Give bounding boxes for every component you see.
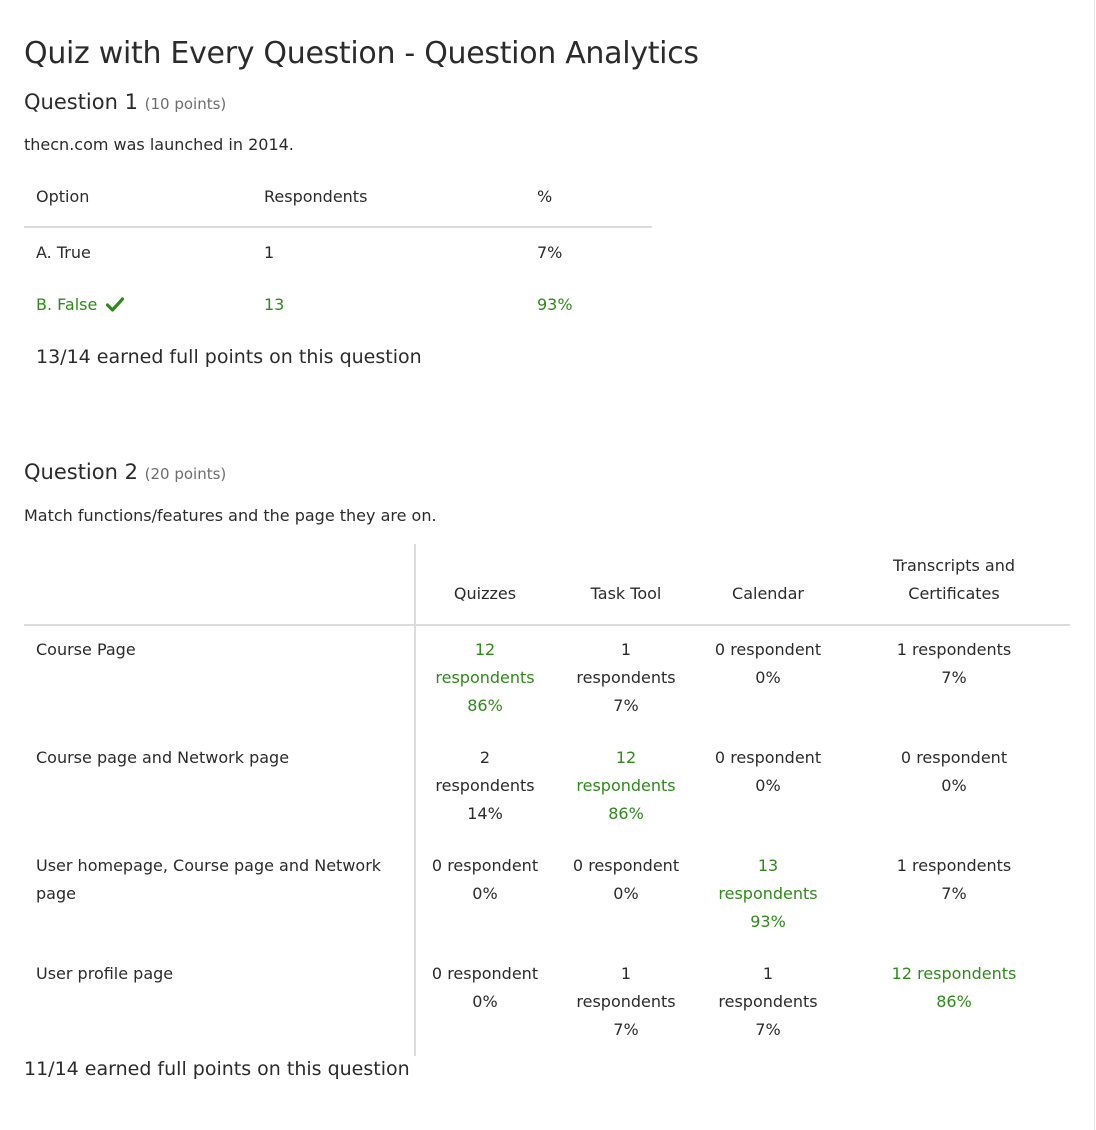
cell-count: 12 (891, 964, 912, 983)
cell-count: 0 (714, 748, 726, 767)
row-label-course-page: Course Page (36, 640, 136, 659)
matrix-cell (420, 744, 550, 828)
cell-unit: respondent (447, 856, 539, 875)
question-1-results-table (24, 172, 652, 332)
cell-unit: respondents (912, 856, 1012, 875)
cell-unit: respondents (917, 964, 1017, 983)
question-1-prompt: thecn.com was launched in 2014. (24, 135, 294, 154)
question-2-matching-matrix (24, 544, 1070, 1056)
matrix-cell (561, 960, 691, 1044)
cell-unit: respondents (576, 992, 676, 1011)
matrix-cell (561, 744, 691, 828)
cell-percent: 7% (613, 696, 639, 715)
cell-count: 0 (714, 640, 726, 659)
question-2-earned-summary: 11/14 earned full points on this question (24, 1058, 410, 1080)
table-header-row (24, 172, 652, 228)
page-edge-divider (1094, 0, 1095, 1130)
cell-count: 1 (762, 964, 774, 983)
cell-percent: 0% (755, 776, 781, 795)
column-header-task-tool: Task Tool (590, 584, 662, 603)
respondent-percent: 93% (537, 295, 573, 314)
matrix-cell (420, 852, 550, 908)
cell-count: 12 (474, 640, 496, 659)
cell-unit: respondents (718, 884, 818, 903)
cell-unit: respondent (730, 748, 822, 767)
column-header-respondents: Respondents (264, 187, 368, 206)
cell-unit: respondent (447, 964, 539, 983)
cell-percent: 86% (467, 696, 503, 715)
row-label-course-network-page: Course page and Network page (36, 748, 290, 767)
matrix-cell (879, 744, 1029, 800)
cell-unit: respondent (730, 640, 822, 659)
cell-percent: 86% (936, 992, 972, 1011)
table-row (24, 228, 652, 280)
matrix-cell (703, 852, 833, 936)
cell-count: 0 (572, 856, 584, 875)
respondent-count: 13 (264, 295, 285, 314)
row-label-user-profile-page: User profile page (36, 964, 174, 983)
question-2-prompt: Match functions/features and the page they are on. (24, 506, 437, 525)
checkmark-icon (106, 297, 124, 312)
cell-percent: 0% (472, 884, 498, 903)
question-2-heading (24, 460, 226, 484)
cell-count: 1 (896, 856, 907, 875)
question-1-earned-summary: 13/14 earned full points on this question (36, 346, 422, 368)
cell-count: 13 (757, 856, 779, 875)
respondent-count: 1 (264, 243, 275, 262)
cell-percent: 7% (941, 668, 967, 687)
question-1-title: Question 1 (24, 90, 138, 114)
cell-percent: 93% (750, 912, 786, 931)
column-header-quizzes: Quizzes (453, 584, 517, 603)
respondent-percent: 7% (537, 243, 563, 262)
cell-unit: respondents (435, 668, 535, 687)
matrix-cell (561, 636, 691, 720)
cell-count: 12 (615, 748, 637, 767)
column-header-option: Option (36, 187, 90, 206)
column-header-calendar: Calendar (732, 584, 804, 603)
cell-unit: respondent (588, 856, 680, 875)
cell-percent: 86% (608, 804, 644, 823)
cell-count: 0 (431, 964, 443, 983)
cell-count: 0 (900, 748, 912, 767)
matrix-header-row (24, 544, 1070, 626)
row-label-user-homepage-course-network: User homepage, Course page and Network page (36, 856, 382, 903)
cell-count: 0 (431, 856, 443, 875)
cell-unit: respondent (916, 748, 1008, 767)
cell-unit: respondents (912, 640, 1012, 659)
question-2-title: Question 2 (24, 460, 138, 484)
option-label: A. True (36, 243, 91, 262)
column-header-transcripts-certificates: Transcripts and Certificates (892, 556, 1016, 603)
cell-percent: 7% (941, 884, 967, 903)
cell-unit: respondents (576, 668, 676, 687)
cell-count: 2 (479, 748, 491, 767)
matrix-cell (420, 960, 550, 1016)
matrix-column-divider (414, 544, 416, 1056)
cell-unit: respondents (576, 776, 676, 795)
page-title: Quiz with Every Question - Question Analytics (24, 36, 699, 71)
matrix-cell (561, 852, 691, 908)
question-2-points: (20 points) (144, 465, 227, 483)
question-1-heading (24, 90, 226, 114)
matrix-cell (703, 960, 833, 1044)
column-header-percent: % (537, 187, 553, 206)
matrix-cell (879, 960, 1029, 1016)
cell-count: 1 (620, 964, 632, 983)
matrix-cell (420, 636, 550, 720)
cell-unit: respondents (718, 992, 818, 1011)
table-row-correct (24, 280, 652, 332)
cell-percent: 0% (941, 776, 967, 795)
cell-percent: 7% (755, 1020, 781, 1039)
option-label-correct (36, 295, 124, 314)
matrix-cell (700, 744, 836, 800)
cell-unit: respondents (435, 776, 535, 795)
question-1-points: (10 points) (144, 95, 227, 113)
cell-count: 1 (620, 640, 632, 659)
cell-percent: 0% (755, 668, 781, 687)
cell-count: 1 (896, 640, 907, 659)
cell-percent: 0% (472, 992, 498, 1011)
option-label: B. False (36, 295, 98, 314)
matrix-cell (700, 636, 836, 692)
cell-percent: 7% (613, 1020, 639, 1039)
matrix-cell (879, 852, 1029, 908)
cell-percent: 0% (613, 884, 639, 903)
cell-percent: 14% (467, 804, 503, 823)
matrix-cell (879, 636, 1029, 692)
